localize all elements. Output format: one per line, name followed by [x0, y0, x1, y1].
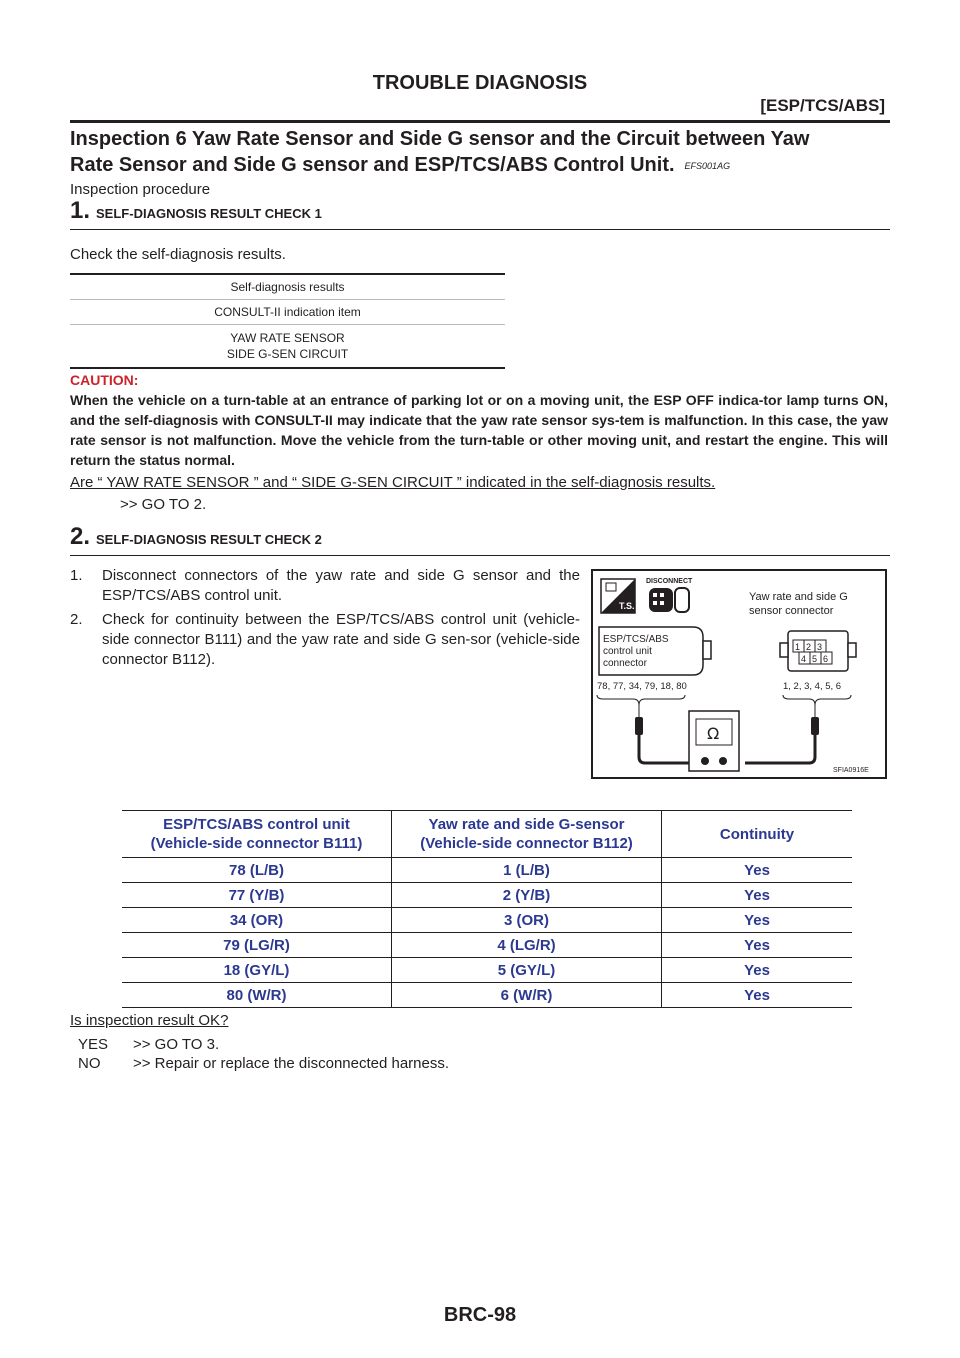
- column-header-line: ESP/TCS/ABS control unit: [163, 816, 350, 833]
- list-item-text: Disconnect connectors of the yaw rate and side G sensor and the ESP/TCS/ABS control unit.: [102, 567, 580, 604]
- ts-icon: [601, 579, 635, 613]
- list-item: [70, 566, 580, 606]
- answer-yes-key: YES: [78, 1036, 109, 1053]
- pin-number: 5: [812, 654, 818, 664]
- column-header-sensor: [392, 811, 662, 858]
- table-row: [122, 883, 852, 908]
- section-title-line-2: [70, 152, 900, 179]
- column-header-line: (Vehicle-side connector B111): [150, 835, 363, 852]
- cell-sensor: 4 (LG/R): [392, 933, 662, 958]
- pin-number: 2: [806, 642, 812, 652]
- step-1-instruction: Check the self-diagnosis results.: [70, 246, 286, 263]
- unit-label-2: control unit: [603, 646, 652, 657]
- answer-no-value: >> Repair or replace the disconnected harness.: [133, 1055, 450, 1072]
- step-2-label: SELF-DIAGNOSIS RESULT CHECK 2: [96, 532, 322, 547]
- cell-continuity: Yes: [662, 983, 853, 1008]
- control-unit-connector: [599, 627, 711, 675]
- self-diagnosis-item-1: YAW RATE SENSOR: [230, 331, 345, 345]
- cell-sensor: 5 (GY/L): [392, 958, 662, 983]
- cell-continuity: Yes: [662, 958, 853, 983]
- cell-sensor: 2 (Y/B): [392, 883, 662, 908]
- answer-no: [78, 1054, 449, 1073]
- diagram-illustration: [593, 571, 885, 777]
- answer-yes: [78, 1035, 449, 1054]
- cell-control-unit: 34 (OR): [122, 908, 392, 933]
- table-row: [122, 908, 852, 933]
- section-title-line-1: Inspection 6 Yaw Rate Sensor and Side G sensor and the Circuit between Yaw: [70, 128, 810, 150]
- cell-control-unit: 78 (L/B): [122, 858, 392, 883]
- pin-number: 4: [801, 654, 807, 664]
- probe-right: [745, 705, 819, 763]
- section-title-line-2-text: Rate Sensor and Side G sensor and ESP/TCS/ABS Control Unit.: [70, 154, 675, 176]
- sensor-connector-label-1: Yaw rate and side G: [749, 591, 848, 603]
- sensor-connector-label-2: sensor connector: [749, 605, 834, 617]
- list-item-text: Check for continuity between the ESP/TCS/ABS control unit (vehicle-side connector B111) and the yaw rate and side G sen-sor (vehicle-side connector B112).: [102, 611, 580, 668]
- sensor-connector: [780, 631, 856, 671]
- page-number: BRC-98: [443, 1304, 517, 1326]
- cell-sensor: 1 (L/B): [392, 858, 662, 883]
- cell-continuity: Yes: [662, 908, 853, 933]
- page-header-subtitle: [ESP/TCS/ABS]: [760, 96, 885, 115]
- step-1-goto: >> GO TO 2.: [120, 496, 207, 513]
- step-1-question: Are “ YAW RATE SENSOR ” and “ SIDE G-SEN CIRCUIT ” indicated in the self-diagnosis results.: [70, 474, 716, 491]
- pin-number: 1: [795, 642, 801, 652]
- cell-continuity: Yes: [662, 858, 853, 883]
- self-diagnosis-subheader: CONSULT-II indication item: [70, 300, 505, 325]
- self-diagnosis-header: Self-diagnosis results: [70, 275, 505, 300]
- unit-label-3: connector: [603, 658, 647, 669]
- continuity-table: [122, 810, 852, 1008]
- step-1-number: 1.: [70, 197, 91, 224]
- ohmmeter: [689, 711, 739, 771]
- table-row: [122, 983, 852, 1008]
- continuity-check-diagram: [591, 569, 887, 779]
- answer-no-key: NO: [78, 1055, 101, 1072]
- step-2-heading: [70, 523, 890, 556]
- table-row: [122, 933, 852, 958]
- section-title: [70, 126, 900, 179]
- column-header-line: Yaw rate and side G-sensor: [428, 816, 625, 833]
- cell-control-unit: 80 (W/R): [122, 983, 392, 1008]
- section-code: EFS001AG: [684, 160, 731, 171]
- cell-control-unit: 77 (Y/B): [122, 883, 392, 908]
- table-header-row: [122, 811, 852, 858]
- pin-number: 3: [817, 642, 823, 652]
- result-question: Is inspection result OK?: [70, 1012, 229, 1029]
- step-1-heading: [70, 197, 890, 230]
- answer-yes-value: >> GO TO 3.: [133, 1036, 220, 1053]
- cell-continuity: Yes: [662, 883, 853, 908]
- pin-number: 6: [823, 654, 829, 664]
- column-header-line: (Vehicle-side connector B112): [420, 835, 633, 852]
- step-1-label: SELF-DIAGNOSIS RESULT CHECK 1: [96, 206, 322, 221]
- pins-left-label: 78, 77, 34, 79, 18, 80: [597, 681, 687, 692]
- cell-control-unit: 79 (LG/R): [122, 933, 392, 958]
- table-row: [122, 858, 852, 883]
- self-diagnosis-table: [70, 273, 505, 369]
- ohm-symbol: Ω: [707, 724, 720, 743]
- column-header-control-unit: [122, 811, 392, 858]
- result-answers: [78, 1035, 449, 1073]
- caution-title: CAUTION:: [70, 372, 139, 388]
- page-header-title: TROUBLE DIAGNOSIS: [372, 72, 588, 94]
- procedure-label: Inspection procedure: [70, 181, 211, 198]
- list-item-number: 2.: [70, 611, 83, 628]
- cell-control-unit: 18 (GY/L): [122, 958, 392, 983]
- disconnect-icon: [646, 578, 693, 612]
- self-diagnosis-item-2: SIDE G-SEN CIRCUIT: [226, 347, 349, 361]
- cell-sensor: 6 (W/R): [392, 983, 662, 1008]
- step-2-number: 2.: [70, 523, 91, 550]
- ts-label: T.S.: [619, 601, 635, 611]
- cell-continuity: Yes: [662, 933, 853, 958]
- diagram-code: SFIA0916E: [833, 767, 869, 774]
- table-row: [122, 958, 852, 983]
- column-header-continuity: Continuity: [662, 811, 853, 858]
- header-divider: [70, 120, 890, 123]
- unit-label-1: ESP/TCS/ABS: [603, 634, 669, 645]
- caution-text: When the vehicle on a turn-table at an entrance of parking lot or on a moving unit, the ESP OFF indica-tor lamp turns ON, and the self-diagnosis with CONSULT-II may indicate that the yaw rate sensor sys-tem is malfunction. In this case, the yaw rate sensor is not malfunction. Move the vehicle from the turn-table or other moving unit, and restart the engine. This will return the status normal.: [70, 392, 888, 468]
- cell-sensor: 3 (OR): [392, 908, 662, 933]
- step-2-list: [70, 566, 580, 674]
- list-item: [70, 610, 580, 670]
- disconnect-label: DISCONNECT: [646, 578, 693, 585]
- pins-right-label: 1, 2, 3, 4, 5, 6: [783, 681, 842, 692]
- list-item-number: 1.: [70, 567, 83, 584]
- self-diagnosis-items: [70, 325, 505, 367]
